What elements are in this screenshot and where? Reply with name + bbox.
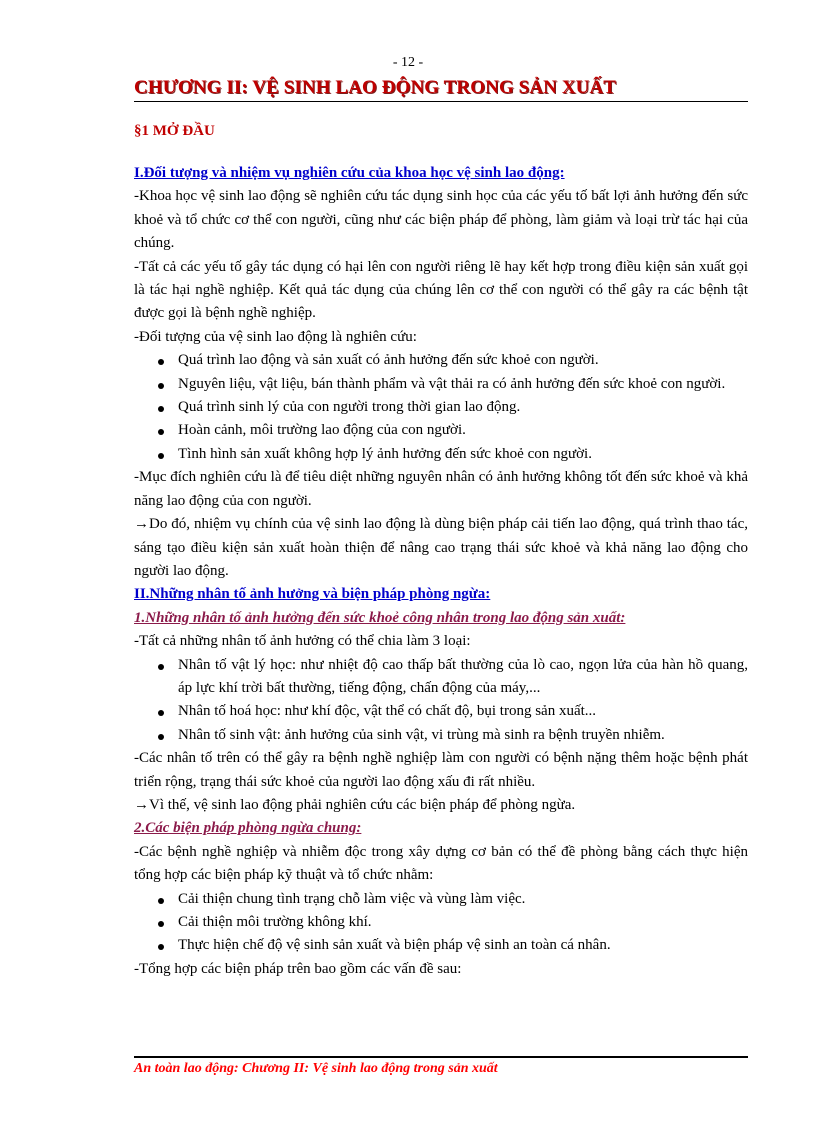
- bullet-icon: [158, 921, 164, 927]
- list-item: Cải thiện chung tình trạng chỗ làm việc và vùng làm việc.: [178, 888, 748, 911]
- list-item: Hoàn cảnh, môi trường lao động của con người.: [178, 419, 748, 442]
- list-item: Nhân tố hoá học: như khí độc, vật thể có chất độ, bụi trong sản xuất...: [178, 700, 748, 723]
- paragraph-prevention-research: →Vì thế, vệ sinh lao động phải nghiên cứu các biện pháp để phòng ngừa.: [134, 796, 576, 813]
- subheading-health-factors: 1.Những nhân tố ảnh hưởng đến sức khoẻ công nhân trong lao động sản xuất:: [134, 609, 626, 626]
- bullet-icon: [158, 453, 164, 459]
- paragraph-definition: -Khoa học vệ sinh lao động sẽ nghiên cứu tác dụng sinh học của các yếu tố bất lợi ảnh hưởng đến sức khoẻ và tổ chức cơ thể con người, cũng như các biện pháp để phòng, làm giảm và loại trừ tác hại của chúng.: [134, 188, 748, 252]
- bullet-icon: [158, 944, 164, 950]
- paragraph-research-purpose: -Mục đích nghiên cứu là để tiêu diệt những nguyên nhân có ảnh hưởng không tốt đến sức khoẻ và khả năng lao động của con người.: [134, 469, 748, 509]
- page-number: - 12 -: [392, 55, 424, 70]
- list-item: Cải thiện môi trường không khí.: [178, 911, 748, 934]
- prevention-measures-list: [134, 888, 748, 958]
- list-item: Quá trình lao động và sản xuất có ảnh hưởng đến sức khoẻ con người.: [178, 349, 748, 372]
- paragraph-factor-types: -Tất cả những nhân tố ảnh hưởng có thể chia làm 3 loại:: [134, 633, 471, 650]
- bullet-icon: [158, 359, 164, 365]
- list-item: Nhân tố vật lý học: như nhiệt độ cao thấp bất thường của lò cao, ngọn lửa của hàn hồ quang, áp lực khí trời bất thường, tiếng động, chấn động của máy,...: [178, 654, 748, 701]
- paragraph-occupational-hazards: -Tất cả các yếu tố gây tác dụng có hại lên con người riêng lẽ hay kết hợp trong điều kiện sản xuất gọi là tác hại nghề nghiệp. Kết quả tác dụng của chúng lên cơ thể con người có thể gây ra các bệnh tật được gọi là bệnh nghề nghiệp.: [134, 258, 748, 322]
- subheading-general-prevention: 2.Các biện pháp phòng ngừa chung:: [134, 820, 362, 837]
- heading-factors-prevention: II.Những nhân tố ảnh hưởng và biện pháp phòng ngừa:: [134, 586, 491, 603]
- list-item: Thực hiện chế độ vệ sinh sản xuất và biện pháp vệ sinh an toàn cá nhân.: [178, 934, 748, 957]
- chapter-title: CHƯƠNG II: VỆ SINH LAO ĐỘNG TRONG SẢN XUẤT: [134, 77, 617, 98]
- paragraph-main-task: →Do đó, nhiệm vụ chính của vệ sinh lao động là dùng biện pháp cải tiến lao động, quá trình thao tác, sáng tạo điều kiện sản xuất hoàn thiện để nâng cao trạng thái sức khoẻ và khả năng lao động cho người lao động.: [134, 516, 748, 579]
- footer-rule: [134, 1056, 748, 1058]
- bullet-icon: [158, 734, 164, 740]
- paragraph-research-objects: -Đối tượng của vệ sinh lao động là nghiên cứu:: [134, 328, 417, 345]
- list-item: Quá trình sinh lý của con người trong thời gian lao động.: [178, 396, 748, 419]
- list-item: Nhân tố sinh vật: ảnh hưởng của sinh vật, vi trùng mà sinh ra bệnh truyền nhiễm.: [178, 724, 748, 747]
- factor-types-list: [134, 654, 748, 748]
- paragraph-factor-effects: -Các nhân tố trên có thể gây ra bệnh nghề nghiệp làm con người có bệnh nặng thêm hoặc bệnh phát triển rộng, trạng thái sức khoẻ của người lao động xấu đi rất nhiều.: [134, 750, 748, 790]
- list-item: Nguyên liệu, vật liệu, bán thành phẩm và vật thải ra có ảnh hưởng đến sức khoẻ con người.: [178, 373, 748, 396]
- page-footer: An toàn lao động: Chương II: Vệ sinh lao động trong sản xuất: [134, 1061, 498, 1076]
- bullet-icon: [158, 383, 164, 389]
- list-item: Tình hình sản xuất không hợp lý ảnh hưởng đến sức khoẻ con người.: [178, 443, 748, 466]
- research-objects-list: [134, 349, 748, 466]
- document-body: [134, 162, 748, 981]
- bullet-icon: [158, 710, 164, 716]
- bullet-icon: [158, 898, 164, 904]
- header-rule: [134, 101, 748, 102]
- section-title: §1 MỞ ĐẦU: [134, 123, 215, 139]
- heading-objects-tasks: I.Đối tượng và nhiệm vụ nghiên cứu của khoa học vệ sinh lao động:: [134, 165, 565, 181]
- bullet-icon: [158, 664, 164, 670]
- paragraph-prevention-measures: -Các bệnh nghề nghiệp và nhiễm độc trong xây dựng cơ bản có thể đề phòng bằng cách thực hiện tổng hợp các biện pháp kỹ thuật và tổ chức nhằm:: [134, 843, 748, 884]
- bullet-icon: [158, 429, 164, 435]
- paragraph-measures-summary: -Tổng hợp các biện pháp trên bao gồm các vấn đề sau:: [134, 960, 462, 977]
- bullet-icon: [158, 406, 164, 412]
